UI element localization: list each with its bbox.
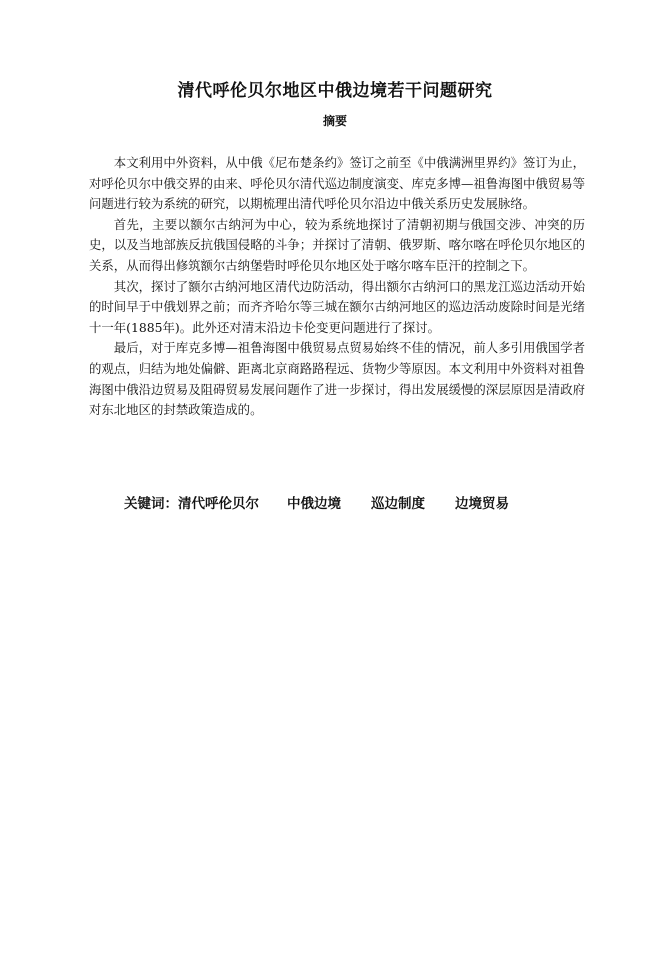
keywords-line	[124, 492, 584, 512]
keyword-item: 巡边制度	[371, 496, 425, 512]
keywords-label: 关键词：	[124, 496, 178, 512]
document-title: 清代呼伦贝尔地区中俄边境若干问题研究	[177, 81, 493, 101]
abstract-paragraph-1: 本文利用中外资料，从中俄《尼布楚条约》签订之前至《中俄满洲里界约》签订为止，对呼伦贝尔中俄交界的由来、呼伦贝尔清代巡边制度演变、库克多博—祖鲁海图中俄贸易等问题进行较为系统的研究，以期梳理出清代呼伦贝尔沿边中俄关系历史发展脉络。	[89, 155, 585, 212]
keyword-item: 边境贸易	[455, 496, 509, 512]
keyword-item: 中俄边境	[287, 496, 341, 512]
abstract-heading: 摘要	[322, 114, 347, 128]
abstract-paragraph-2: 首先，主要以额尔古纳河为中心，较为系统地探讨了清朝初期与俄国交涉、冲突的历史，以及当地部族反抗俄国侵略的斗争；并探讨了清朝、俄罗斯、喀尔喀在呼伦贝尔地区的关系，从而得出修筑额尔古纳堡砦时呼伦贝尔地区处于喀尔喀车臣汗的控制之下。	[89, 216, 585, 273]
abstract-body	[89, 153, 585, 421]
abstract-paragraph-4: 最后，对于库克多博—祖鲁海图中俄贸易点贸易始终不佳的情况，前人多引用俄国学者的观点，归结为地处偏僻、距离北京商路路程远、货物少等原因。本文利用中外资料对祖鲁海图中俄沿边贸易及阻碍贸易发展问题作了进一步探讨，得出发展缓慢的深层原因是清政府对东北地区的封禁政策造成的。	[89, 340, 585, 418]
abstract-paragraph-3: 其次，探讨了额尔古纳河地区清代边防活动，得出额尔古纳河口的黑龙江巡边活动开始的时间早于中俄划界之前；而齐齐哈尔等三城在额尔古纳河地区的巡边活动废除时间是光绪十一年(1885年)。此外还对清末沿边卡伦变更问题进行了探讨。	[89, 278, 585, 335]
keyword-item: 清代呼伦贝尔	[178, 496, 259, 512]
